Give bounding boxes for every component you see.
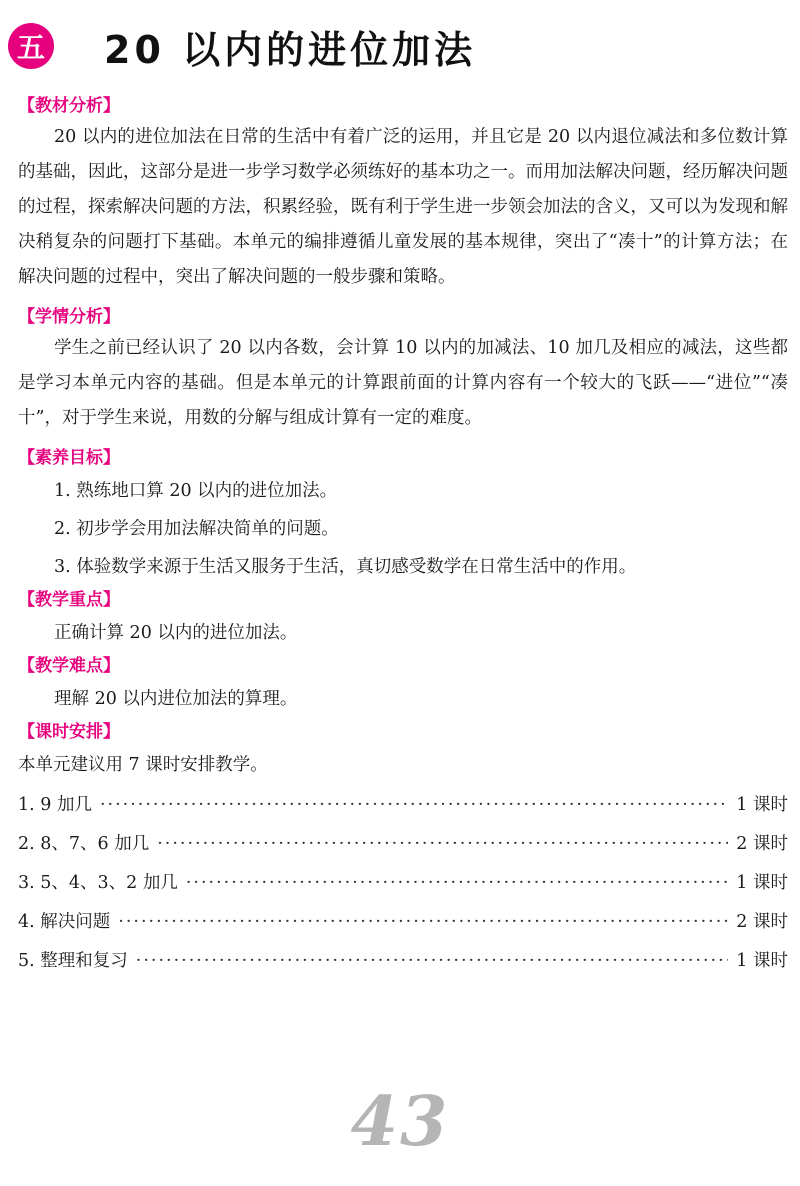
goal-item: 3. 体验数学来源于生活又服务于生活，真切感受数学在日常生活中的作用。 <box>54 557 637 577</box>
schedule-list <box>18 786 788 981</box>
unit-title: 20 以内的进位加法 <box>104 27 477 72</box>
section-label: 【教学难点】 <box>18 656 120 676</box>
dot-leader <box>157 825 728 864</box>
schedule-item-label: 2. 8、7、6 加几 <box>18 834 150 854</box>
schedule-item-hours: 2 课时 <box>736 912 788 932</box>
dot-leader <box>100 786 728 825</box>
section-label: 【教材分析】 <box>18 96 120 116</box>
unit-number-badge: 五 <box>8 23 54 69</box>
dot-leader <box>136 942 729 981</box>
section-paragraph: 20 以内的进位加法在日常的生活中有着广泛的运用，并且它是 20 以内退位减法和多位数计算的基础，因此，这部分是进一步学习数学必须练好的基本功之一。而用加法解决问题，经历解决问题的过程，探索解决问题的方法，积累经验，既有利于学生进一步领会加法的含义，又可以为发现和解决稍复杂的问题打下基础。本单元的编排遵循儿童发展的基本规律，突出了“凑十”的计算方法；在解决问题的过程中，突出了解决问题的一般步骤和策略。 <box>18 127 788 287</box>
page-number: 43 <box>350 1082 450 1162</box>
schedule-item-label: 4. 解决问题 <box>18 912 111 932</box>
lesson-content <box>18 92 788 981</box>
section-text: 正确计算 20 以内的进位加法。 <box>54 623 298 643</box>
goal-item: 2. 初步学会用加法解决简单的问题。 <box>54 519 339 539</box>
schedule-item <box>18 864 788 903</box>
schedule-item-hours: 1 课时 <box>736 795 788 815</box>
dot-leader <box>186 864 728 903</box>
section-textbook-analysis <box>18 92 788 295</box>
section-label: 【学情分析】 <box>18 307 120 327</box>
schedule-intro: 本单元建议用 7 课时安排教学。 <box>18 755 268 775</box>
section-schedule <box>18 718 788 981</box>
schedule-item <box>18 903 788 942</box>
section-label: 【素养目标】 <box>18 448 120 468</box>
section-text: 理解 20 以内进位加法的算理。 <box>54 689 298 709</box>
section-key-point <box>18 586 788 652</box>
section-student-analysis <box>18 303 788 436</box>
schedule-item-label: 1. 9 加几 <box>18 795 92 815</box>
section-difficulty <box>18 652 788 718</box>
schedule-item-hours: 2 课时 <box>736 834 788 854</box>
schedule-item-label: 3. 5、4、3、2 加几 <box>18 873 178 893</box>
schedule-item-label: 5. 整理和复习 <box>18 951 128 971</box>
schedule-item <box>18 786 788 825</box>
goal-item: 1. 熟练地口算 20 以内的进位加法。 <box>54 481 338 501</box>
section-goals <box>18 444 788 586</box>
schedule-item-hours: 1 课时 <box>736 951 788 971</box>
unit-header <box>8 16 788 76</box>
section-label: 【教学重点】 <box>18 590 120 610</box>
section-label: 【课时安排】 <box>18 722 120 742</box>
schedule-item-hours: 1 课时 <box>736 873 788 893</box>
schedule-item <box>18 942 788 981</box>
schedule-item <box>18 825 788 864</box>
dot-leader <box>118 903 728 942</box>
section-paragraph: 学生之前已经认识了 20 以内各数，会计算 10 以内的加减法、10 加几及相应的减法，这些都是学习本单元内容的基础。但是本单元的计算跟前面的计算内容有一个较大的飞跃——“进位”“凑十”，对于学生来说，用数的分解与组成计算有一定的难度。 <box>18 338 788 428</box>
